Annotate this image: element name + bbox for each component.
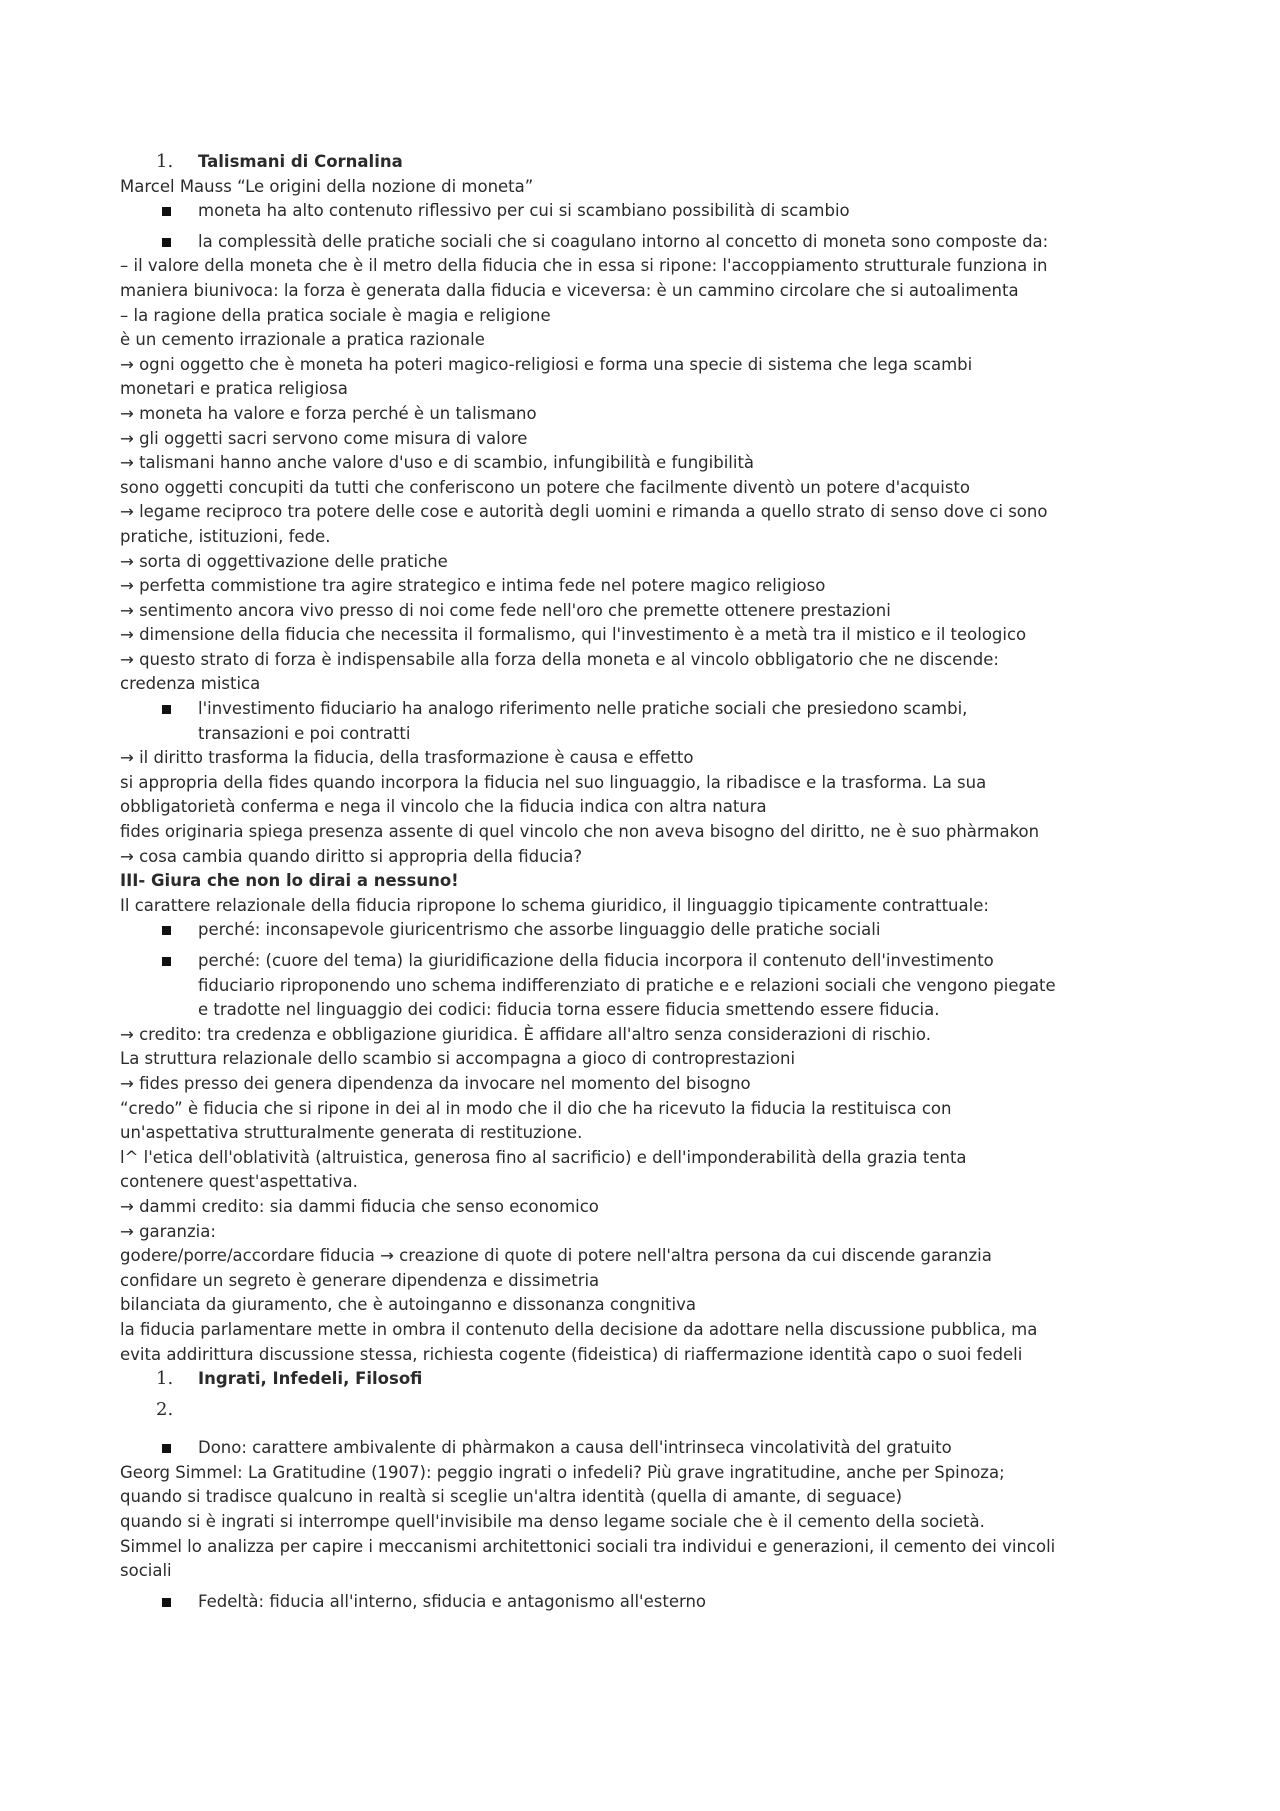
bullet-item [120, 1436, 1180, 1461]
text-line: si appropria della fides quando incorpora la fiducia nel suo linguaggio, la ribadisce e la trasforma. La sua [120, 772, 987, 792]
text-line: → sorta di oggettivazione delle pratiche [120, 551, 448, 571]
bullet-square-icon [120, 1590, 198, 1615]
bullet-item [120, 1590, 1180, 1615]
bullet-square-icon [120, 230, 198, 255]
empty-numbered-item [120, 1398, 1180, 1423]
bullet-item [120, 199, 1180, 224]
section-title-talismani [120, 150, 1180, 175]
text-line: sono oggetti concupiti da tutti che conferiscono un potere che facilmente diventò un potere d'acquisto [120, 477, 970, 497]
text-line: quando si tradisce qualcuno in realtà si sceglie un'altra identità (quella di amante, di seguace) [120, 1487, 903, 1507]
text-line: l^ l'etica dell'oblatività (altruistica, generosa fino al sacrificio) e dell'imponderabilità della grazia tenta [120, 1147, 967, 1167]
text-line: → il diritto trasforma la fiducia, della trasformazione è causa e effetto [120, 748, 694, 768]
text-line: maniera biunivoca: la forza è generata dalla fiducia e viceversa: è un cammino circolare che si autoalimenta [120, 280, 1019, 300]
bullet-item [120, 918, 1180, 943]
text-line: quando si è ingrati si interrompe quell'invisibile ma denso legame sociale che è il cemento della società. [120, 1512, 985, 1532]
text-line: sociali [120, 1561, 172, 1581]
text-line: un'aspettativa strutturalmente generata di restituzione. [120, 1123, 583, 1143]
bullet-square-icon [120, 1436, 198, 1461]
text-line: “credo” è fiducia che si ripone in dei al in modo che il dio che ha ricevuto la fiducia la restituisca con [120, 1098, 952, 1118]
text-line: – il valore della moneta che è il metro della fiducia che in essa si ripone: l'accoppiamento strutturale funziona in [120, 256, 1048, 276]
text-line: Georg Simmel: La Gratitudine (1907): peggio ingrati o infedeli? Più grave ingratitudine, anche per Spinoza; [120, 1462, 1005, 1482]
bullet-text: Fedeltà: fiducia all'interno, sfiducia e antagonismo all'esterno [198, 1591, 707, 1611]
bullet-square-icon [120, 918, 198, 943]
bullet-text: moneta ha alto contenuto riflessivo per cui si scambiano possibilità di scambio [198, 201, 850, 221]
text-line: → talismani hanno anche valore d'uso e di scambio, infungibilità e fungibilità [120, 453, 755, 473]
section-title-ingrati [120, 1367, 1180, 1392]
text-line: Simmel lo analizza per capire i meccanismi architettonici sociali tra individui e generazioni, il cemento dei vincoli [120, 1536, 1056, 1556]
bullet-text: transazioni e poi contratti [198, 723, 411, 743]
text-line: → credito: tra credenza e obbligazione giuridica. È affidare all'altro senza considerazioni di rischio. [120, 1024, 931, 1044]
text-line: fides originaria spiega presenza assente di quel vincolo che non aveva bisogno del diritto, ne è suo phàrmakon [120, 822, 1040, 842]
text-line: → sentimento ancora vivo presso di noi come fede nell'oro che premette ottenere prestazioni [120, 600, 891, 620]
bullet-text: la complessità delle pratiche sociali che si coagulano intorno al concetto di moneta sono composte da: [198, 231, 1049, 251]
text-line: confidare un segreto è generare dipendenza e dissimetria [120, 1270, 600, 1290]
document-page [120, 150, 1180, 1614]
bullet-text: e tradotte nel linguaggio dei codici: fiducia torna essere fiducia smettendo essere fiducia. [198, 1000, 940, 1020]
text-line: obbligatorietà conferma e nega il vincolo che la fiducia indica con altra natura [120, 797, 767, 817]
text-line: la fiducia parlamentare mette in ombra il contenuto della decisione da adottare nella discussione pubblica, ma [120, 1319, 1038, 1339]
text-line: contenere quest'aspettativa. [120, 1172, 358, 1192]
list-number: 1. [156, 1368, 174, 1390]
text-line: → cosa cambia quando diritto si appropria della fiducia? [120, 846, 583, 866]
section-title-text: Talismani di Cornalina [198, 152, 403, 171]
text-line: → perfetta commistione tra agire strategico e intima fede nel potere magico religioso [120, 576, 826, 596]
text-line: → dimensione della fiducia che necessita il formalismo, qui l'investimento è a metà tra il mistico e il teologico [120, 625, 1027, 645]
text-line: → legame reciproco tra potere delle cose e autorità degli uomini e rimanda a quello strato di senso dove ci sono [120, 502, 1048, 522]
bullet-text: perché: (cuore del tema) la giuridificazione della fiducia incorpora il contenuto dell'investimento [198, 951, 994, 970]
text-line: Il carattere relazionale della fiducia ripropone lo schema giuridico, il linguaggio tipicamente contrattuale: [120, 895, 989, 915]
text-line: – la ragione della pratica sociale è magia e religione [120, 305, 551, 325]
text-line: → gli oggetti sacri servono come misura di valore [120, 428, 528, 448]
section-title-text: Ingrati, Infedeli, Filosofi [198, 1369, 423, 1389]
bullet-text: l'investimento fiduciario ha analogo riferimento nelle pratiche sociali che presiedono scambi, [198, 699, 968, 719]
text-line: Marcel Mauss “Le origini della nozione di moneta” [120, 176, 534, 196]
bullet-item [120, 230, 1180, 255]
text-line: → moneta ha valore e forza perché è un talismano [120, 403, 537, 423]
text-line: monetari e pratica religiosa [120, 379, 348, 399]
bullet-text: fiduciario riproponendo uno schema indifferenziato di pratiche e e relazioni sociali che vengono piegate [198, 975, 1056, 995]
bullet-text: perché: inconsapevole giuricentrismo che assorbe linguaggio delle pratiche sociali [198, 920, 881, 940]
list-number: 2. [156, 1398, 174, 1420]
bullet-square-icon [120, 697, 198, 722]
text-line: bilanciata da giuramento, che è autoinganno e dissonanza congnitiva [120, 1295, 696, 1315]
bullet-square-icon [120, 949, 198, 974]
bullet-item [120, 949, 1180, 1023]
bullet-item [120, 697, 1180, 746]
text-line: pratiche, istituzioni, fede. [120, 526, 331, 546]
text-line: → fides presso dei genera dipendenza da invocare nel momento del bisogno [120, 1073, 751, 1093]
bullet-square-icon [120, 199, 198, 224]
text-line: La struttura relazionale dello scambio si accompagna a gioco di controprestazioni [120, 1049, 796, 1069]
text-line: evita addirittura discussione stessa, richiesta cogente (fideistica) di riaffermazione identità capo o suoi fedeli [120, 1344, 1023, 1364]
bullet-text: Dono: carattere ambivalente di phàrmakon a causa dell'intrinseca vincolatività del gratuito [198, 1438, 952, 1458]
text-line: → garanzia: [120, 1221, 216, 1241]
list-number: 1. [156, 151, 174, 172]
text-line: → dammi credito: sia dammi fiducia che senso economico [120, 1196, 599, 1216]
section-heading-giura: III- Giura che non lo dirai a nessuno! [120, 871, 459, 891]
text-line: godere/porre/accordare fiducia → creazione di quote di potere nell'altra persona da cui discende garanzia [120, 1246, 992, 1266]
text-line: è un cemento irrazionale a pratica razionale [120, 330, 485, 350]
text-line: → questo strato di forza è indispensabile alla forza della moneta e al vincolo obbligatorio che ne discende: [120, 649, 999, 669]
text-line: → ogni oggetto che è moneta ha poteri magico-religiosi e forma una specie di sistema che lega scambi [120, 354, 973, 374]
text-line: credenza mistica [120, 674, 261, 694]
